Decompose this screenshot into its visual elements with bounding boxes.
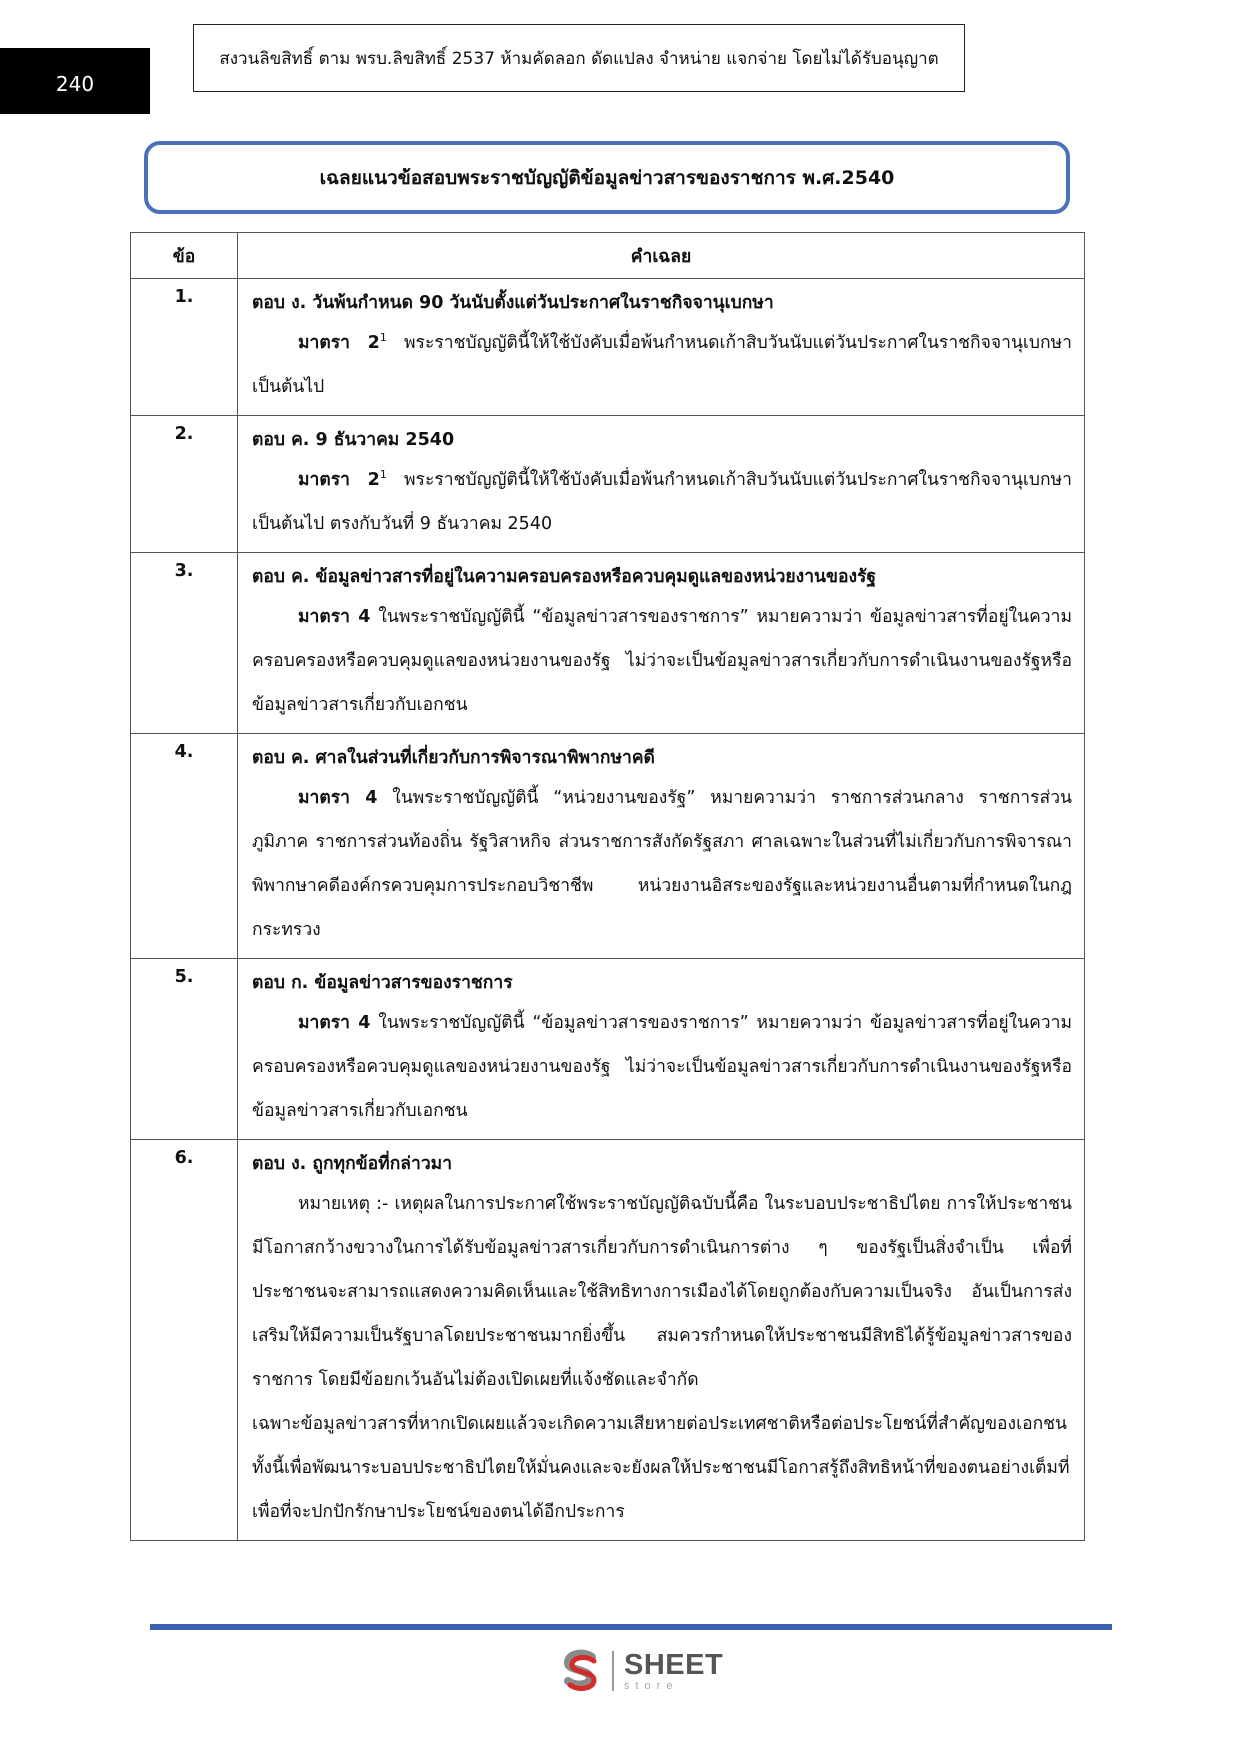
answer-cell xyxy=(238,279,1085,416)
sheet-store-logo xyxy=(560,1647,723,1695)
law-section-label: มาตรา 4 xyxy=(298,1013,371,1033)
table-row xyxy=(131,416,1085,553)
footer-divider xyxy=(150,1624,1112,1630)
law-text: พระราชบัญญัตินี้ให้ใช้บังคับเมื่อพ้นกำหนดเก้าสิบวันนับแต่วันประกาศในราชกิจจานุเบกษาเป็นต้นไป xyxy=(252,333,1072,397)
law-text: พระราชบัญญัตินี้ให้ใช้บังคับเมื่อพ้นกำหนดเก้าสิบวันนับแต่วันประกาศในราชกิจจานุเบกษาเป็นต้นไป ตรงกับวันที่ 9 ธันวาคม 2540 xyxy=(252,470,1072,534)
logo-wordmark xyxy=(624,1648,724,1692)
logo-divider xyxy=(612,1651,614,1691)
law-section-label: มาตรา 4 xyxy=(298,607,371,627)
answer-choice: ตอบ ง. ถูกทุกข้อที่กล่าวมา xyxy=(252,1154,453,1174)
answer-cell xyxy=(238,959,1085,1140)
answer-cell xyxy=(238,1140,1085,1541)
question-number: 6. xyxy=(131,1140,238,1541)
footnote-marker: 1 xyxy=(379,331,387,345)
column-header-answer: คำเฉลย xyxy=(238,233,1085,279)
table-header-row xyxy=(131,233,1085,279)
law-explanation xyxy=(252,595,1072,727)
question-number: 2. xyxy=(131,416,238,553)
question-number: 1. xyxy=(131,279,238,416)
answer-choice: ตอบ ค. ศาลในส่วนที่เกี่ยวกับการพิจารณาพิพากษาคดี xyxy=(252,748,655,768)
answer-cell xyxy=(238,553,1085,734)
law-text: ในพระราชบัญญัตินี้ “ข้อมูลข่าวสารของราชการ” หมายความว่า ข้อมูลข่าวสารที่อยู่ในความครอบครองหรือควบคุมดูแลของหน่วยงานของรัฐ ไม่ว่าจะเป็นข้อมูลข่าวสารเกี่ยวกับการดำเนินงานของรัฐหรือข้อมูลข่าวสารเกี่ยวกับเอกชน xyxy=(252,1013,1072,1121)
note-paragraph: หมายเหตุ :- เหตุผลในการประกาศใช้พระราชบัญญัติฉบับนี้คือ ในระบอบประชาธิปไตย การให้ประชาชนมีโอกาสกว้างขวางในการได้รับข้อมูลข่าวสารเกี่ยวกับการดำเนินการต่าง ๆ ของรัฐเป็นสิ่งจำเป็น เพื่อที่ประชาชนจะสามารถแสดงความคิดเห็นและใช้สิทธิทางการเมืองได้โดยถูกต้องกับความเป็นจริง อันเป็นการส่งเสริมให้มีความเป็นรัฐบาลโดยประชาชนมากยิ่งขึ้น สมควรกำหนดให้ประชาชนมีสิทธิได้รู้ข้อมูลข่าวสารของราชการ โดยมีข้อยกเว้นอันไม่ต้องเปิดเผยที่แจ้งชัดและจำกัด xyxy=(252,1194,1072,1390)
answer-cell xyxy=(238,734,1085,959)
question-number: 4. xyxy=(131,734,238,959)
logo-subtext: store xyxy=(624,1679,679,1692)
page-number: 240 xyxy=(0,48,150,114)
answer-choice: ตอบ ค. ข้อมูลข่าวสารที่อยู่ในความครอบครองหรือควบคุมดูแลของหน่วยงานของรัฐ xyxy=(252,567,877,587)
table-row xyxy=(131,1140,1085,1541)
answer-table xyxy=(130,232,1085,1541)
page-title: เฉลยแนวข้อสอบพระราชบัญญัติข้อมูลข่าวสารของราชการ พ.ศ.2540 xyxy=(144,141,1070,214)
law-section-label: มาตรา 4 xyxy=(298,788,378,808)
sheet-store-logo-icon xyxy=(560,1649,602,1693)
law-text: ในพระราชบัญญัตินี้ “ข้อมูลข่าวสารของราชการ” หมายความว่า ข้อมูลข่าวสารที่อยู่ในความครอบครองหรือควบคุมดูแลของหน่วยงานของรัฐ ไม่ว่าจะเป็นข้อมูลข่าวสารเกี่ยวกับการดำเนินงานของรัฐหรือข้อมูลข่าวสารเกี่ยวกับเอกชน xyxy=(252,607,1072,715)
column-header-no: ข้อ xyxy=(131,233,238,279)
table-row xyxy=(131,959,1085,1140)
law-section-label: มาตรา 2 xyxy=(298,470,380,490)
question-number: 5. xyxy=(131,959,238,1140)
table-row xyxy=(131,553,1085,734)
table-row xyxy=(131,734,1085,959)
copyright-notice: สงวนลิขสิทธิ์ ตาม พรบ.ลิขสิทธิ์ 2537 ห้ามคัดลอก ดัดแปลง จำหน่าย แจกจ่าย โดยไม่ได้รับอนุญาต xyxy=(193,24,965,92)
footnote-marker: 1 xyxy=(379,468,387,482)
answer-choice: ตอบ ง. วันพ้นกำหนด 90 วันนับตั้งแต่วันประกาศในราชกิจจานุเบกษา xyxy=(252,293,774,313)
answer-choice: ตอบ ค. 9 ธันวาคม 2540 xyxy=(252,430,455,450)
logo-text: SHEET xyxy=(624,1648,724,1681)
law-explanation xyxy=(252,776,1072,952)
question-number: 3. xyxy=(131,553,238,734)
answer-choice: ตอบ ก. ข้อมูลข่าวสารของราชการ xyxy=(252,973,513,993)
note-continuation: เฉพาะข้อมูลข่าวสารที่หากเปิดเผยแล้วจะเกิดความเสียหายต่อประเทศชาติหรือต่อประโยชน์ที่สำคัญของเอกชน ทั้งนี้เพื่อพัฒนาระบอบประชาธิปไตยให้มั่นคงและจะยังผลให้ประชาชนมีโอกาสรู้ถึงสิทธิหน้าที่ของตนอย่างเต็มที่ เพื่อที่จะปกปักรักษาประโยชน์ของตนได้อีกประการ xyxy=(252,1414,1070,1522)
law-explanation xyxy=(252,321,1072,409)
answer-cell xyxy=(238,416,1085,553)
law-explanation xyxy=(252,1001,1072,1133)
table-row xyxy=(131,279,1085,416)
law-section-label: มาตรา 2 xyxy=(298,333,380,353)
law-explanation xyxy=(252,458,1072,546)
law-text: ในพระราชบัญญัตินี้ “หน่วยงานของรัฐ” หมายความว่า ราชการส่วนกลาง ราชการส่วนภูมิภาค ราชการส่วนท้องถิ่น รัฐวิสาหกิจ ส่วนราชการสังกัดรัฐสภา ศาลเฉพาะในส่วนที่ไม่เกี่ยวกับการพิจารณาพิพากษาคดีองค์กรควบคุมการประกอบวิชาชีพ หน่วยงานอิสระของรัฐและหน่วยงานอื่นตามที่กำหนดในกฎกระทรวง xyxy=(252,788,1072,940)
